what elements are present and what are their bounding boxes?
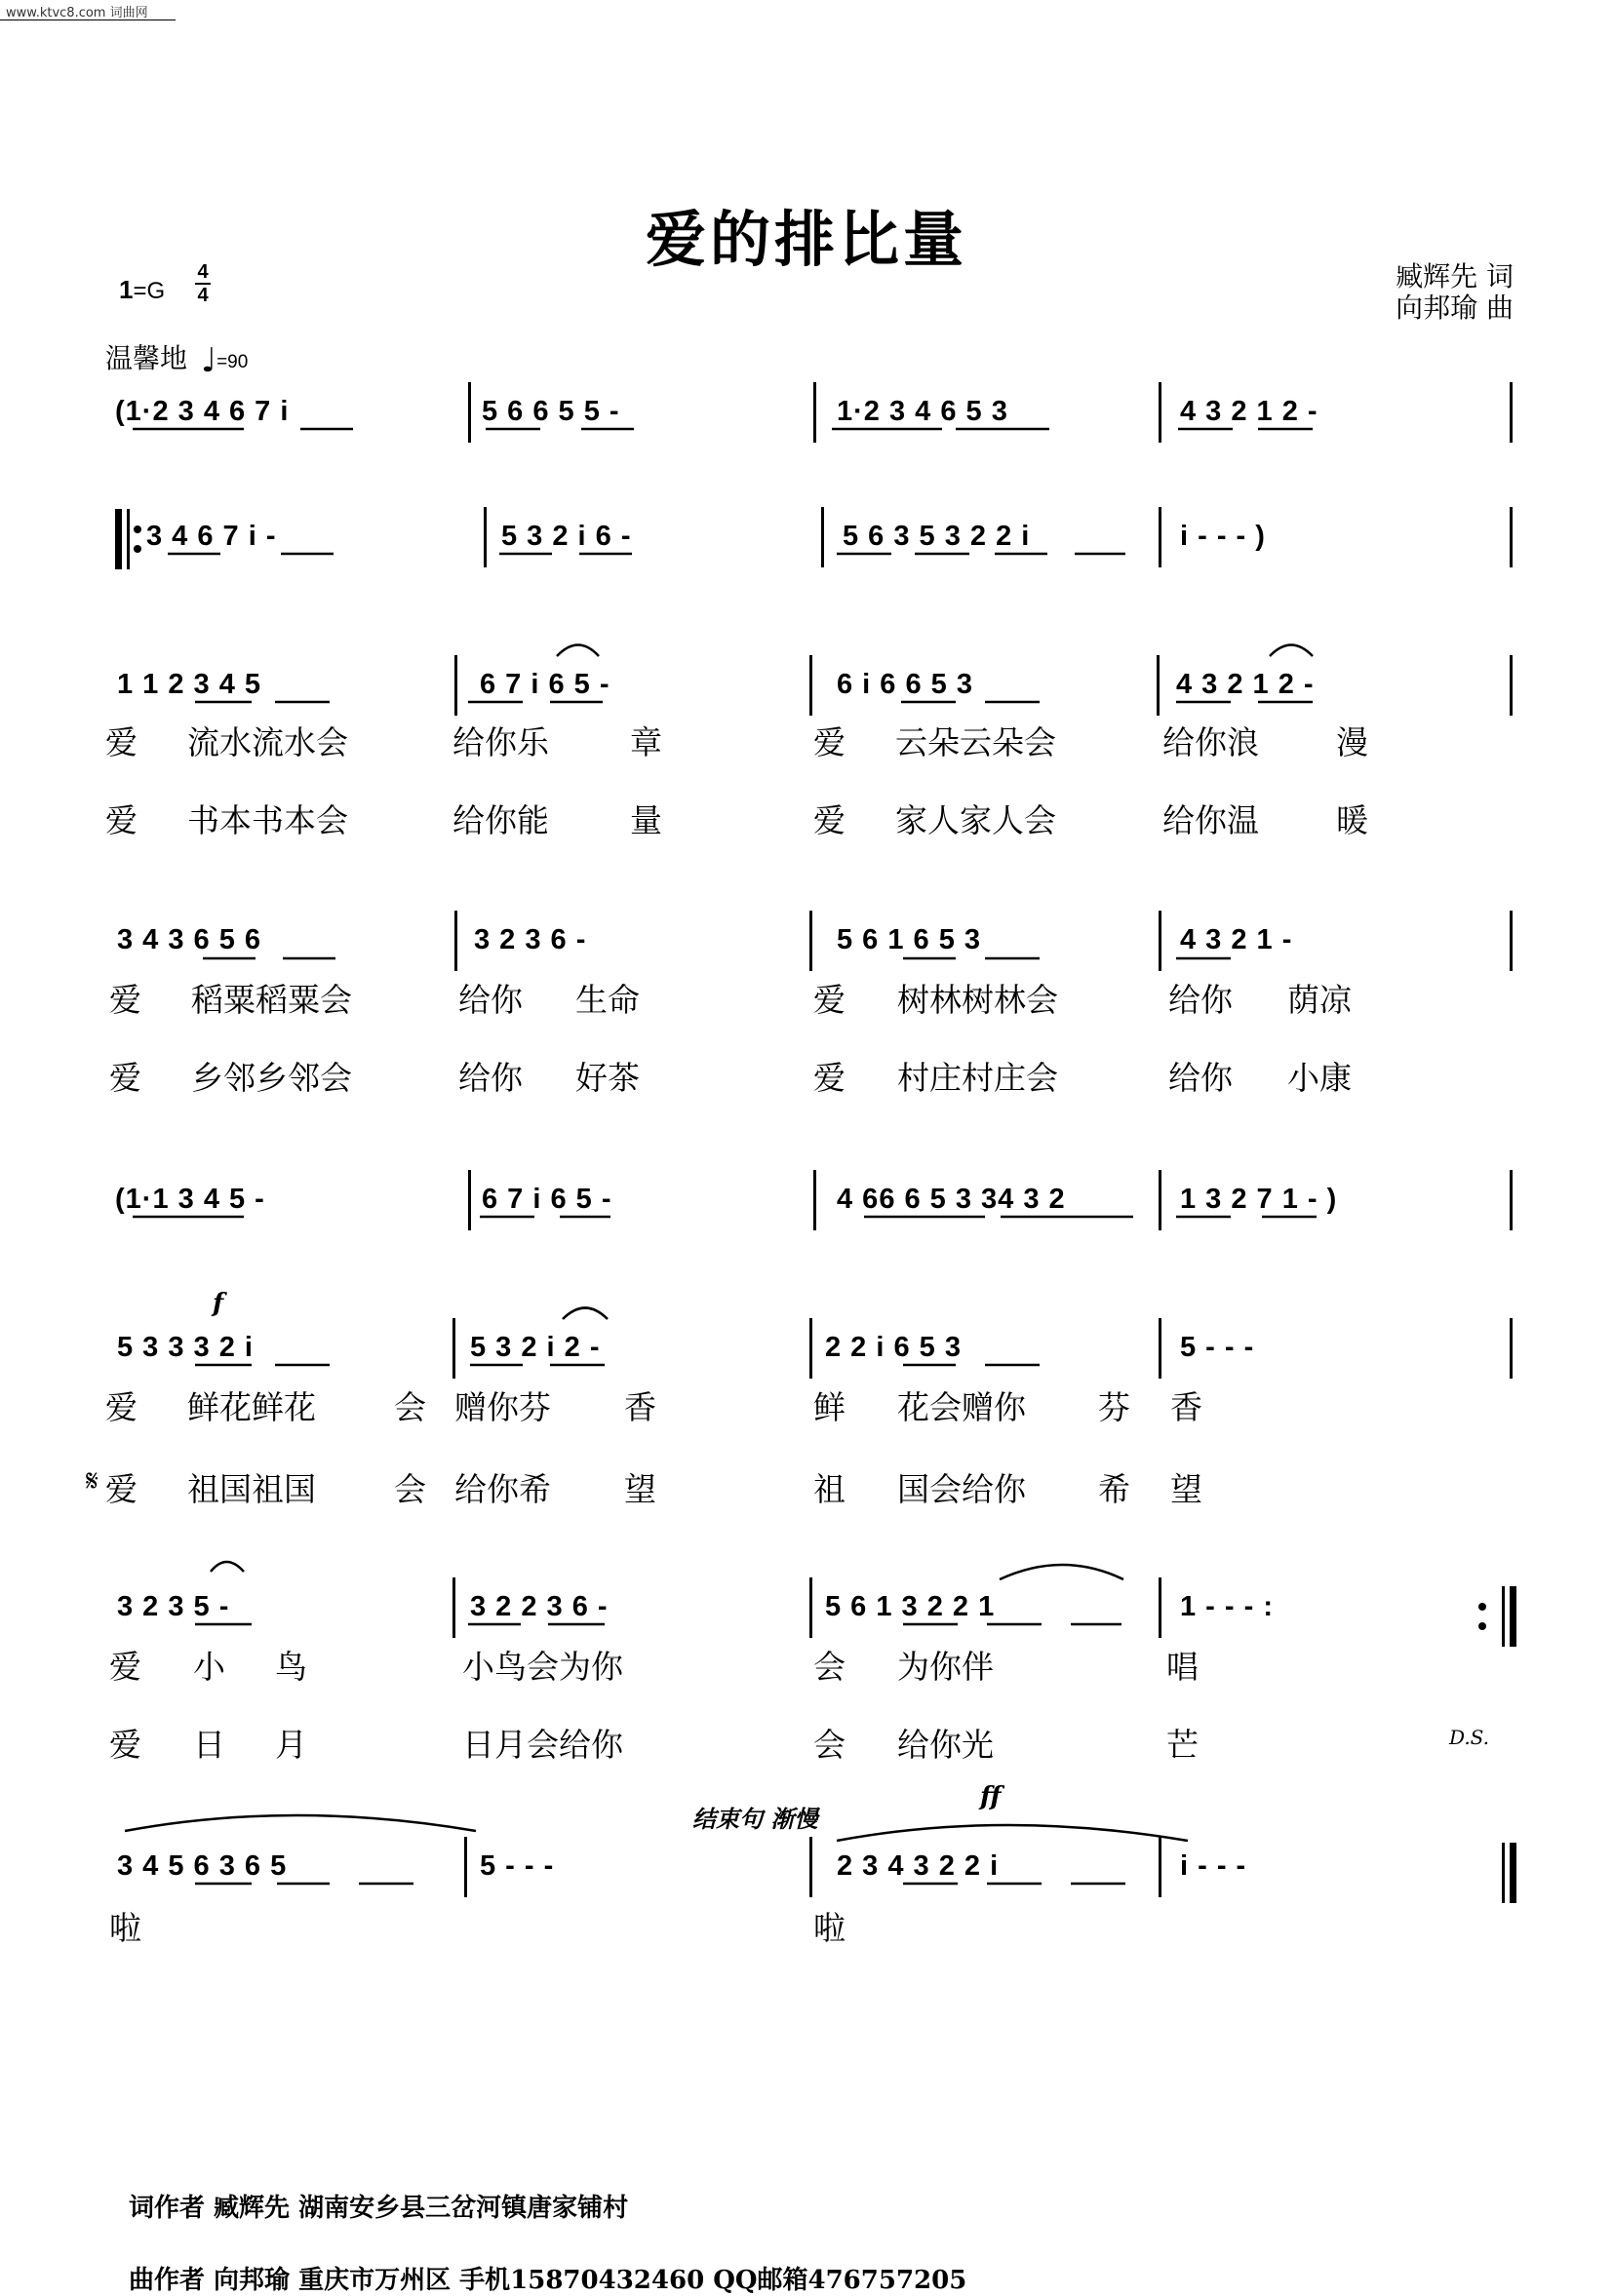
measure: 5 3 3 3 2 i <box>117 1332 254 1363</box>
lyric-syllable: 稻粟稻粟会 <box>191 981 352 1019</box>
lyric-syllable: 爱 <box>105 723 138 761</box>
lyric-syllable: 爱 <box>109 981 141 1019</box>
tempo-expression: 温馨地 <box>105 342 188 374</box>
lyric-syllable: 给你希 <box>454 1470 551 1508</box>
repeat-start-thick <box>115 509 122 569</box>
measure: 5 - - - <box>480 1850 555 1882</box>
lyric-syllable: 乡邻乡邻会 <box>191 1059 352 1097</box>
repeat-barline-thin <box>1502 1586 1505 1647</box>
lyric-syllable: 家人家人会 <box>895 801 1056 839</box>
lyric-syllable: 爱 <box>813 723 846 761</box>
lyric-syllable: 望 <box>1170 1470 1202 1508</box>
lyric-syllable: 荫凉 <box>1287 981 1352 1019</box>
lyric-syllable: 好茶 <box>575 1059 640 1097</box>
composer-credit: 向邦瑜 曲 <box>1396 292 1514 324</box>
lyric-syllable: 给你浪 <box>1162 723 1259 761</box>
fortissimo-mark: ff <box>980 1782 1002 1811</box>
lyric-syllable: 树林树林会 <box>897 981 1058 1019</box>
measure: 3 2 3 6 - <box>474 924 587 955</box>
lyric-syllable: 爱 <box>109 1059 141 1097</box>
lyric-syllable: 祖 <box>813 1470 846 1508</box>
measure: 1·2 3 4 6 5 3 <box>837 396 1008 427</box>
key-text: =G <box>133 278 166 304</box>
lyric-syllable: 鲜 <box>813 1388 846 1426</box>
key-prefix: 1 <box>119 275 134 304</box>
measure: 4 66 6 5 3 34 3 2 <box>837 1184 1066 1215</box>
lyric-syllable: 啦 <box>109 1909 141 1947</box>
lyric-syllable: 给你乐 <box>452 723 549 761</box>
lyric-syllable: 给你 <box>458 981 523 1019</box>
song-title: 爱的排比量 <box>645 204 967 275</box>
lyric-syllable: 鲜花鲜花 <box>187 1388 316 1426</box>
measure: 3 4 5 6 3 6 5 <box>117 1850 288 1882</box>
measure: i - - - <box>1180 1850 1247 1882</box>
measure: 5 6 6 5 5 - <box>482 396 620 427</box>
lyric-syllable: 爱 <box>109 1648 141 1686</box>
dal-segno-mark: D.S. <box>1449 1726 1490 1749</box>
measure: 5 6 3 5 3 2 2 i <box>843 521 1031 552</box>
measure: 1 - - - : <box>1180 1591 1274 1622</box>
measure: 4 3 2 1 2 - <box>1176 669 1315 700</box>
tempo-bpm: =90 <box>216 352 249 372</box>
measure: 5 3 2 i 6 - <box>501 521 632 552</box>
lyric-syllable: 啦 <box>813 1909 846 1947</box>
lyric-syllable: 芬 <box>1098 1388 1130 1426</box>
lyric-syllable: 会 <box>813 1726 846 1764</box>
forte-mark: f <box>213 1289 224 1318</box>
measure: 2 3 4 3 2 2 i <box>837 1850 1000 1882</box>
lyricist-credit: 臧辉先 词 <box>1396 260 1514 292</box>
measure: 5 3 2 i 2 - <box>470 1332 601 1363</box>
measure: 3 2 3 5 - <box>117 1591 230 1622</box>
lyric-syllable: 流水流水会 <box>187 723 348 761</box>
measure: 4 3 2 1 - <box>1180 924 1293 955</box>
lyric-syllable: 给你温 <box>1162 801 1259 839</box>
lyric-syllable: 希 <box>1098 1470 1130 1508</box>
lyric-syllable: 给你 <box>1168 1059 1233 1097</box>
slur-arc <box>837 1825 1188 1841</box>
measure: i - - - ) <box>1180 521 1266 552</box>
lyric-syllable: 爱 <box>105 1388 138 1426</box>
lyric-syllable: 祖国祖国 <box>187 1470 316 1508</box>
lyric-syllable: 爱 <box>813 981 846 1019</box>
lyric-syllable: 村庄村庄会 <box>897 1059 1058 1097</box>
lyric-syllable: 日 <box>193 1726 225 1764</box>
measure: 5 6 1 3 2 2 1 <box>825 1591 996 1622</box>
lyric-syllable: 会 <box>394 1388 426 1426</box>
lyric-syllable: 爱 <box>813 1059 846 1097</box>
lyric-syllable: 给你能 <box>452 801 549 839</box>
time-signature-bottom: 4 <box>197 285 209 306</box>
measure: 5 - - - <box>1180 1332 1255 1363</box>
lyric-syllable: 唱 <box>1166 1648 1199 1686</box>
measure: 6 7 i 6 5 - <box>480 669 610 700</box>
lyric-syllable: 月 <box>275 1726 307 1764</box>
final-barline-thin <box>1502 1843 1505 1903</box>
lyric-syllable: 芒 <box>1166 1726 1199 1764</box>
lyric-syllable: 给你 <box>1168 981 1233 1019</box>
lyric-syllable: 生命 <box>575 981 640 1019</box>
repeat-dot <box>134 525 141 533</box>
slur-arc <box>1000 1565 1123 1579</box>
footer-lyricist: 词作者 臧辉先 湖南安乡县三岔河镇唐家铺村 <box>129 2194 629 2223</box>
lyric-syllable: 会 <box>813 1648 846 1686</box>
lyric-syllable: 章 <box>630 723 662 761</box>
measure: 5 6 1 6 5 3 <box>837 924 982 955</box>
segno-icon: 𝄋 <box>86 1464 98 1498</box>
lyric-syllable: 小康 <box>1287 1059 1352 1097</box>
lyric-syllable: 为你伴 <box>897 1648 994 1686</box>
lyric-syllable: 爱 <box>813 801 846 839</box>
lyric-syllable: 漫 <box>1336 723 1368 761</box>
tie-arc <box>1270 645 1313 657</box>
quarter-note-icon: ♩ <box>201 341 217 380</box>
lyric-syllable: 给你光 <box>897 1726 994 1764</box>
slur-arc <box>125 1815 476 1831</box>
lyric-syllable: 云朵云朵会 <box>895 723 1056 761</box>
lyric-syllable: 会 <box>394 1470 426 1508</box>
measure: 2 2 i 6 5 3 <box>825 1332 962 1363</box>
lyric-syllable: 国会给你 <box>897 1470 1026 1508</box>
measure: 6 7 i 6 5 - <box>482 1184 612 1215</box>
lyric-syllable: 日月会给你 <box>462 1726 623 1764</box>
lyric-syllable: 爱 <box>105 1470 138 1508</box>
lyric-syllable: 花会赠你 <box>897 1388 1026 1426</box>
repeat-start-thin <box>127 509 130 569</box>
time-signature-top: 4 <box>197 261 209 283</box>
footer-composer: 曲作者 向邦瑜 重庆市万州区 手机15870432460 QQ邮箱476757205 <box>129 2266 967 2295</box>
lyric-syllable: 量 <box>630 801 662 839</box>
tie-arc <box>211 1562 244 1572</box>
measure: (1·1 3 4 5 - <box>115 1184 265 1215</box>
measure: 3 4 3 6 5 6 <box>117 924 262 955</box>
tie-arc <box>563 1308 608 1320</box>
lyric-syllable: 赠你芬 <box>454 1388 551 1426</box>
ending-instruction: 结束句 渐慢 <box>692 1805 818 1833</box>
measure: 1 3 2 7 1 - ) <box>1180 1184 1338 1215</box>
lyric-syllable: 小 <box>193 1648 225 1686</box>
lyric-syllable: 望 <box>624 1470 656 1508</box>
repeat-dot <box>1478 1603 1486 1611</box>
lyric-syllable: 爱 <box>109 1726 141 1764</box>
lyric-syllable: 小鸟会为你 <box>462 1648 623 1686</box>
repeat-dot <box>1478 1622 1486 1630</box>
repeat-barline-thick <box>1510 1586 1516 1647</box>
measure: (1·2 3 4 6 7 i <box>115 396 290 427</box>
lyric-syllable: 暖 <box>1336 801 1368 839</box>
eighth-beams <box>133 429 1317 1884</box>
final-barline-thick <box>1510 1843 1516 1903</box>
lyric-syllable: 给你 <box>458 1059 523 1097</box>
watermark: www.ktvc8.com 词曲网 <box>6 6 148 20</box>
measure: 6 i 6 6 5 3 <box>837 669 973 700</box>
lyric-syllable: 鸟 <box>275 1648 307 1686</box>
measure: 4 3 2 1 2 - <box>1180 396 1318 427</box>
lyric-syllable: 书本书本会 <box>187 801 348 839</box>
repeat-dot <box>134 545 141 553</box>
lyric-syllable: 香 <box>1170 1388 1202 1426</box>
lyric-syllable: 爱 <box>105 801 138 839</box>
lyric-syllable: 香 <box>624 1388 656 1426</box>
measure: 1 1 2 3 4 5 <box>117 669 262 700</box>
measure: 3 2 2 3 6 - <box>470 1591 609 1622</box>
measure: 3 4 6 7 i - <box>146 521 277 552</box>
tie-arc <box>557 645 599 657</box>
